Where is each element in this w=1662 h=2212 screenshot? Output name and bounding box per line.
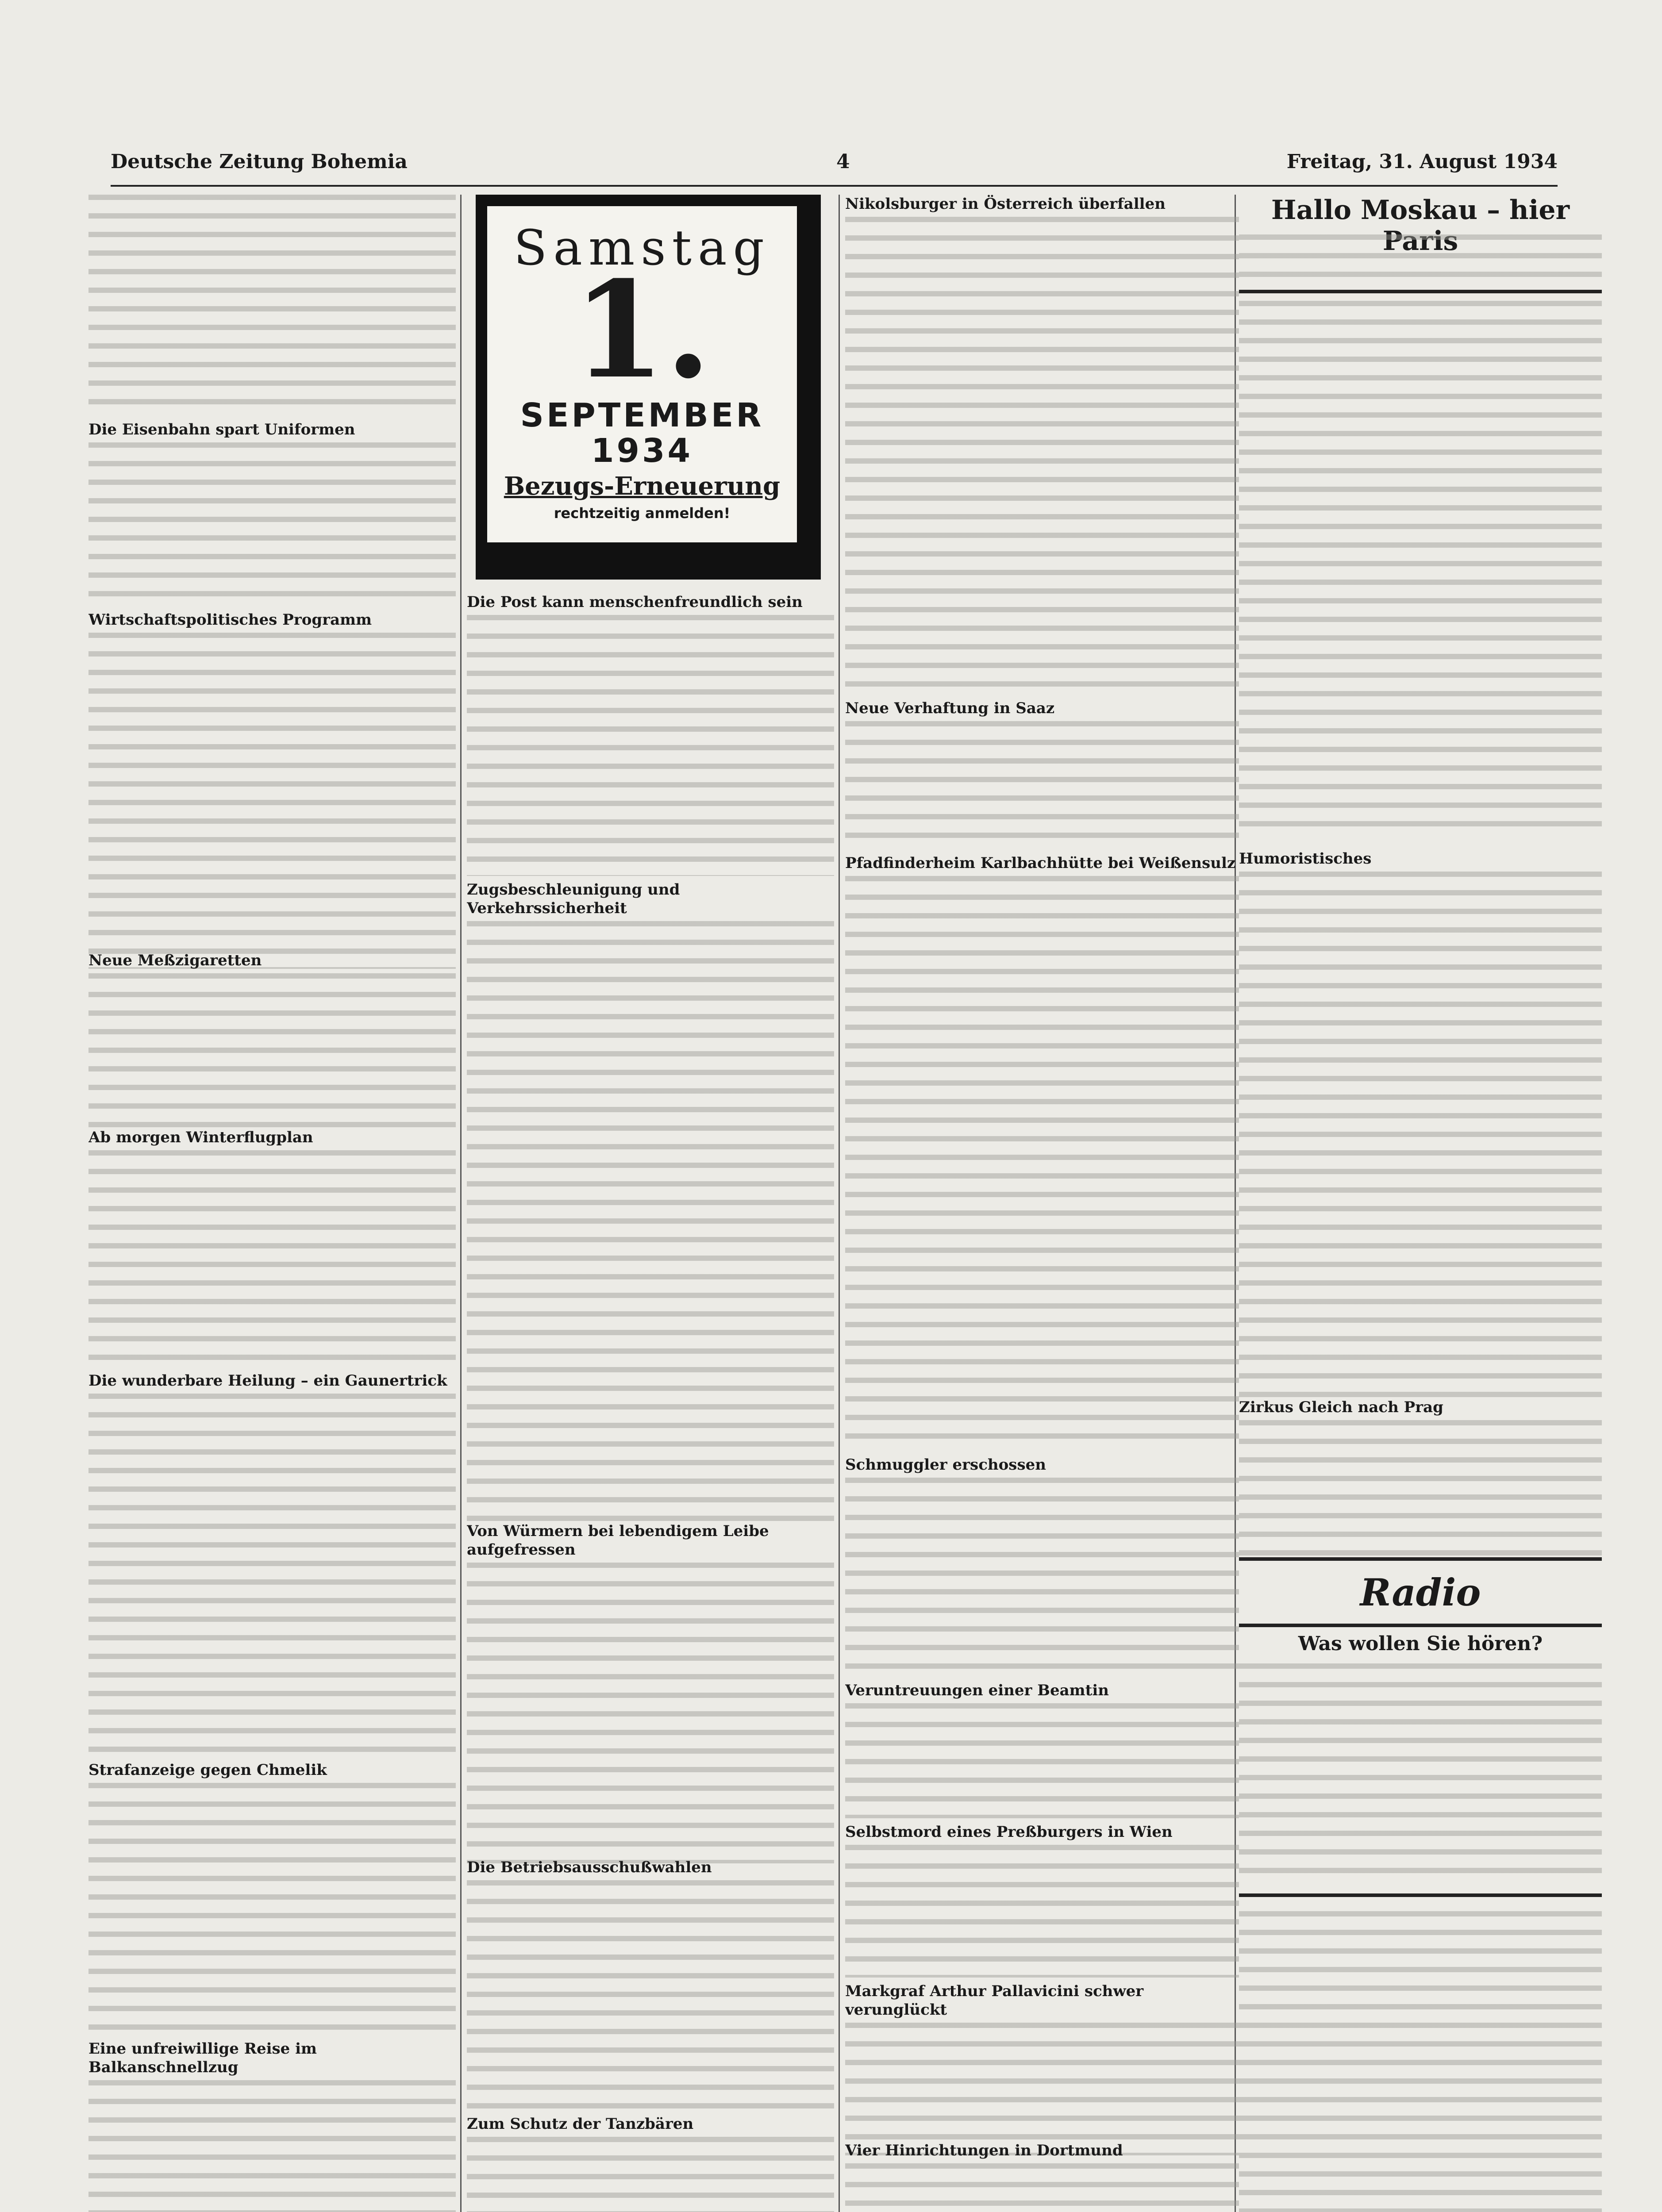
article bbox=[467, 1522, 834, 1863]
article bbox=[88, 611, 456, 969]
article-body bbox=[467, 1880, 834, 2110]
article-heading: Von Würmern bei lebendigem Leibe aufgefressen bbox=[467, 1522, 769, 1559]
page-number: 4 bbox=[836, 150, 850, 173]
paper-name: Deutsche Zeitung Bohemia bbox=[111, 150, 408, 173]
column-rule bbox=[839, 195, 840, 2212]
running-head bbox=[111, 150, 1558, 181]
ad-weekday: Samstag bbox=[514, 219, 770, 276]
article bbox=[1239, 1663, 1602, 1885]
article-heading: Zugsbeschleunigung und Verkehrssicherheit bbox=[467, 881, 680, 917]
article-body bbox=[1239, 234, 1602, 283]
article-heading: Neue Meßzigaretten bbox=[88, 952, 262, 969]
column-4 bbox=[1239, 195, 1602, 2212]
subscription-ad-panel bbox=[485, 204, 799, 544]
article-body bbox=[88, 973, 456, 1128]
article bbox=[88, 2039, 456, 2212]
article-heading: Die Eisenbahn spart Uniformen bbox=[88, 421, 355, 438]
ad-month: SEPTEMBER bbox=[520, 396, 764, 434]
article-heading: Humoristisches bbox=[1239, 850, 1372, 868]
article bbox=[467, 593, 834, 876]
article-body bbox=[88, 195, 456, 411]
column-2 bbox=[467, 195, 834, 2212]
article bbox=[88, 420, 456, 602]
subscription-ad bbox=[476, 195, 821, 580]
article-heading: Veruntreuungen einer Beamtin bbox=[845, 1682, 1109, 1699]
article-body bbox=[88, 1394, 456, 1756]
article bbox=[1239, 1398, 1602, 1557]
article-body bbox=[845, 2163, 1239, 2212]
article-body bbox=[467, 615, 834, 876]
article-body bbox=[1239, 1911, 1602, 2212]
article bbox=[467, 880, 834, 1532]
radio-heading: Radio bbox=[1360, 1571, 1481, 1614]
article bbox=[845, 1455, 1239, 1677]
article-heading: Neue Verhaftung in Saaz bbox=[845, 699, 1055, 717]
article-heading: Die Post kann menschenfreundlich sein bbox=[467, 593, 803, 611]
article-body bbox=[467, 1563, 834, 1863]
article bbox=[88, 1761, 456, 2039]
article bbox=[845, 1681, 1239, 1818]
article-heading: Markgraf Arthur Pallavicini schwer verunglückt bbox=[845, 1982, 1144, 2019]
article-body bbox=[845, 1703, 1239, 1818]
article-heading: Wirtschaftspolitisches Programm bbox=[88, 611, 372, 629]
article-heading: Zirkus Gleich nach Prag bbox=[1239, 1398, 1443, 1416]
article bbox=[845, 699, 1239, 849]
column-1 bbox=[88, 195, 456, 2212]
issue-date: Freitag, 31. August 1934 bbox=[1286, 150, 1558, 173]
article bbox=[845, 854, 1239, 1451]
article-body bbox=[845, 876, 1239, 1451]
ad-note: rechtzeitig anmelden! bbox=[554, 505, 731, 522]
article bbox=[88, 195, 456, 411]
article-body bbox=[467, 2137, 834, 2212]
article-body bbox=[88, 442, 456, 602]
article-body bbox=[845, 2023, 1239, 2155]
section-rule bbox=[1239, 1624, 1602, 1627]
section-rule bbox=[1239, 1557, 1602, 1561]
article-heading: Strafanzeige gegen Chmelik bbox=[88, 1761, 327, 1779]
article bbox=[1239, 301, 1602, 827]
ad-day: 1. bbox=[573, 252, 712, 408]
column-rule bbox=[460, 195, 462, 2212]
ad-year: 1934 bbox=[591, 432, 693, 470]
article-heading: Selbstmord eines Preßburgers in Wien bbox=[845, 1823, 1173, 1841]
article-body bbox=[467, 921, 834, 1532]
article-body bbox=[88, 633, 456, 969]
article-heading: Pfadfinderheim Karlbachhütte bei Weißensulz bbox=[845, 854, 1236, 872]
article-heading: Die Betriebsausschußwahlen bbox=[467, 1859, 712, 1876]
article bbox=[88, 1128, 456, 1371]
article-body bbox=[88, 1150, 456, 1371]
article bbox=[1239, 1911, 1602, 2212]
header-rule bbox=[111, 185, 1558, 187]
ad-headline: Bezugs-Erneuerung bbox=[504, 472, 781, 501]
article-body bbox=[88, 1783, 456, 2039]
article-heading: Schmuggler erschossen bbox=[845, 1456, 1046, 1474]
article bbox=[467, 1858, 834, 2110]
article-body bbox=[1239, 301, 1602, 827]
article bbox=[1239, 234, 1602, 283]
article bbox=[845, 2141, 1239, 2212]
article bbox=[88, 1371, 456, 1756]
article-heading: Nikolsburger in Österreich überfallen bbox=[845, 195, 1166, 213]
article-heading: Die wunderbare Heilung – ein Gaunertrick bbox=[88, 1372, 447, 1390]
article-heading: Eine unfreiwillige Reise im Balkanschnellzug bbox=[88, 2040, 317, 2076]
article bbox=[1239, 849, 1602, 1402]
section-rule bbox=[1239, 290, 1602, 293]
article-heading: Ab morgen Winterflugplan bbox=[88, 1129, 313, 1146]
article-body bbox=[1239, 1420, 1602, 1557]
column-3 bbox=[845, 195, 1239, 2212]
lead-headline: Hallo Moskau – hier Paris bbox=[1271, 195, 1570, 257]
article-body bbox=[845, 1478, 1239, 1677]
article bbox=[467, 2115, 834, 2212]
radio-subheading: Was wollen Sie hören? bbox=[1298, 1632, 1543, 1655]
article-body bbox=[1239, 1663, 1602, 1885]
article-heading: Zum Schutz der Tanzbären bbox=[467, 2115, 694, 2133]
article bbox=[845, 1982, 1239, 2155]
article bbox=[845, 195, 1239, 695]
article-body bbox=[845, 1845, 1239, 1978]
article-body bbox=[1239, 872, 1602, 1402]
article-body bbox=[88, 2080, 456, 2212]
article bbox=[88, 951, 456, 1128]
section-rule bbox=[1239, 1893, 1602, 1897]
article-body bbox=[845, 217, 1239, 695]
article-heading: Vier Hinrichtungen in Dortmund bbox=[845, 2142, 1123, 2159]
article-body bbox=[845, 721, 1239, 849]
article bbox=[845, 1823, 1239, 1978]
